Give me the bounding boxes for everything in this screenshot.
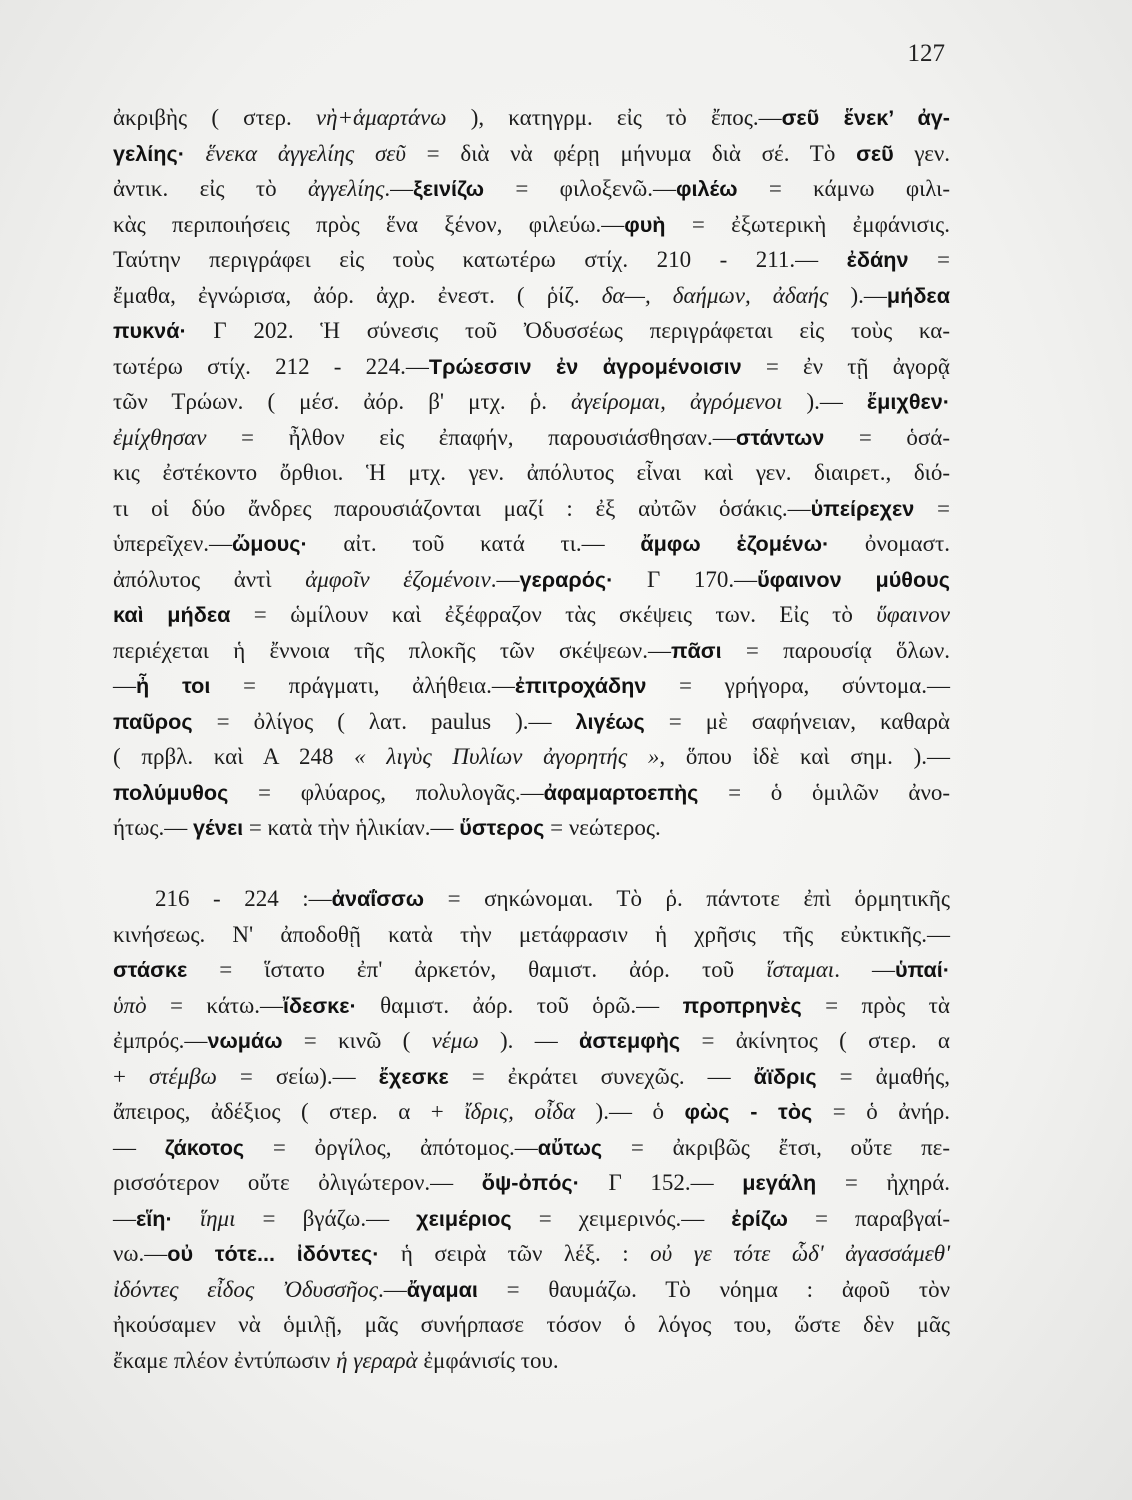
commentary-paragraph [113, 881, 950, 1378]
headword: ἄγαμαι [406, 1276, 478, 1302]
text-run: = ὁ ἀνήρ. [812, 1099, 950, 1124]
headword: ὤμους· [232, 531, 308, 556]
text-run: γεν. [893, 140, 951, 166]
headword: ἔμιχθεν· [866, 389, 950, 414]
text-run: = ἐξωτερικὴ ἐμφάνισις. [665, 211, 950, 237]
text-run: .— [378, 1276, 407, 1302]
text-run: = ἀμαθής, [816, 1063, 950, 1089]
headword: καὶ μήδεα [113, 602, 231, 627]
headword: ἄμφω ἑζομένω· [640, 531, 830, 556]
italic-text: ἀγγελίης [307, 176, 385, 201]
headword: πυκνά· [113, 318, 187, 343]
text-run: 216 - 224 :— [155, 886, 332, 911]
headword: ὄψ-ὀπός· [481, 1170, 580, 1195]
italic-text: νέμω [431, 1028, 479, 1053]
headword: ἄϊδρις [753, 1063, 817, 1089]
italic-text: ὕφαινον [876, 602, 950, 627]
headword: πολύμυθος [113, 779, 229, 805]
text-run: = σείω).— [216, 1063, 379, 1089]
text-run: τι οἱ δύο ἄνδρες παρουσιάζονται μαζί : ἐξ αὐτῶν ὁσάκις.— [113, 495, 811, 521]
text-run: = ὡμίλουν καὶ ἐξέφραζον τὰς σκέψεις των. Εἰς τὸ [230, 602, 877, 627]
italic-text: ἵσταμαι [766, 957, 835, 982]
text-run: Γ 170.— [613, 566, 758, 592]
headword: ἴδεσκε· [283, 992, 357, 1018]
headword: ἀναΐσσω [331, 886, 425, 911]
text-run: Γ 202. Ἡ σύνεσις τοῦ Ὀδυσσέως περιγράφεται εἰς τοὺς κα- [186, 318, 950, 343]
text-run: ).— [782, 389, 867, 414]
italic-text: ἕνεκα ἀγγελίης σεῦ [184, 140, 406, 166]
text-line [113, 349, 950, 385]
headword: γένει [193, 815, 244, 840]
text-line [113, 704, 950, 740]
italic-text: ἰδόντες εἶδος Ὀδυσσῆος [113, 1276, 379, 1302]
commentary-paragraph [113, 100, 950, 846]
headword: στάντων [735, 424, 825, 450]
headword: νωμάω [207, 1028, 283, 1053]
text-run: = ἀκριβῶς ἔτσι, οὔτε πε- [602, 1134, 950, 1160]
text-run: = ὁσά- [824, 424, 950, 450]
italic-text: ἵημι [172, 1205, 236, 1231]
text-line [113, 526, 950, 562]
text-run: ἔκαμε πλέον ἐντύπωσιν [113, 1347, 337, 1373]
headword: μήδεα [886, 282, 950, 308]
text-run: = κάτω.— [146, 992, 283, 1018]
text-line [113, 739, 950, 775]
text-run: κινήσεως. Ν' ἀποδοθῇ κατὰ τὴν μετάφρασιν ἡ χρῆσις τῆς εὐκτικῆς.— [113, 921, 950, 947]
text-line [113, 881, 950, 917]
text-run: = κινῶ ( [282, 1028, 432, 1053]
headword: λιγέως [575, 708, 645, 734]
headword: πᾶσι [670, 637, 722, 663]
text-line [113, 242, 950, 278]
text-run: = φλύαρος, πολυλογᾶς.— [228, 779, 544, 805]
text-run: αἰτ. τοῦ κατά τι.— [307, 531, 641, 556]
text-line [113, 597, 950, 633]
text-run: ( πρβλ. καὶ Α 248 [113, 744, 355, 769]
text-run: = ἐκράτει συνεχῶς. — [448, 1063, 754, 1089]
text-run: ἐμφάνισίς του. [417, 1347, 559, 1373]
headword: ἐπιτροχάδην [514, 673, 647, 698]
text-line [113, 491, 950, 527]
headword: προπρηνὲς [682, 992, 802, 1018]
text-run: = κάμνω φιλι- [737, 176, 950, 201]
commentary-text [113, 100, 950, 1378]
text-line [113, 1059, 950, 1095]
text-line [113, 313, 950, 349]
headword: γελίης· [113, 140, 185, 166]
text-run: = βγάζω.— [235, 1205, 417, 1231]
text-line [113, 1165, 950, 1201]
italic-text: « λιγὺς Πυλίων ἀγορητής » [354, 744, 660, 769]
text-run: .— [384, 176, 414, 201]
italic-text: νὴ+ἁμαρτάνω [315, 105, 447, 130]
text-line [113, 100, 950, 136]
text-line [113, 810, 950, 846]
text-run: — [113, 1205, 136, 1231]
headword: εἵη· [136, 1205, 173, 1231]
text-run: = νεώτερος. [544, 815, 661, 840]
text-run: = πράγματι, ἀλήθεια.— [210, 673, 515, 698]
text-run: = μὲ σαφήνειαν, καθαρὰ [644, 708, 950, 734]
headword: ἀστεμφὴς [579, 1028, 681, 1053]
text-run: = [914, 495, 950, 521]
headword: χειμέριος [416, 1205, 512, 1231]
text-run: ).— [828, 282, 887, 308]
text-run: = πρὸς τὰ [801, 992, 950, 1018]
headword: ἀφαμαρτοεπὴς [543, 779, 699, 805]
headword: στάσκε [113, 957, 188, 982]
text-run: ρισσότερον οὔτε ὀλιγώτερον.— [113, 1170, 482, 1195]
text-run: ήτως.— [113, 815, 194, 840]
text-run: , ὅπου ἰδὲ καὶ σημ. ).— [659, 744, 950, 769]
headword: παῦρος [113, 708, 193, 734]
text-run: — [113, 1134, 165, 1160]
headword: φὼς - τὸς [684, 1099, 813, 1124]
text-line [113, 1272, 950, 1308]
text-run: ).— ὁ [575, 1099, 685, 1124]
text-line [113, 1343, 950, 1379]
text-run: = παραβγαί- [787, 1205, 950, 1231]
text-line [113, 136, 950, 172]
italic-text: στέμβω [148, 1063, 217, 1089]
text-line [113, 1023, 950, 1059]
headword: ἦ τοι [136, 673, 211, 698]
headword: φιλέω [676, 176, 738, 201]
text-run: = ὀργίλος, ἀπότομος.— [244, 1134, 538, 1160]
headword: ἐρίζω [731, 1205, 788, 1231]
text-run: = ἠχηρά. [816, 1170, 951, 1195]
text-run: ἔμαθα, ἐγνώρισα, ἀόρ. ἀχρ. ἐνεστ. ( ῥίζ. [113, 282, 602, 308]
italic-text: οὐ γε τότε ὧδ' ἀγασσάμεθ' [650, 1241, 950, 1266]
text-line [113, 171, 950, 207]
italic-text: ἀγείρομαι, ἀγρόμενοι [571, 389, 783, 414]
text-line [113, 455, 950, 491]
headword: ὕφαινον μύθους [757, 566, 950, 592]
text-run: Ταύτην περιγράφει εἰς τοὺς κατωτέρω στίχ. 210 - 211.— [113, 247, 847, 272]
text-run: = γρήγορα, σύντομα.— [646, 673, 950, 698]
text-run: ἀπόλυτος ἀντὶ [113, 566, 306, 592]
text-line [113, 1201, 950, 1237]
text-line [113, 1307, 950, 1343]
headword: γεραρός· [519, 566, 614, 592]
text-line [113, 1130, 950, 1166]
headword: ὕστερος [459, 815, 545, 840]
text-run: περιέχεται ἡ ἔννοια τῆς πλοκῆς τῶν σκέψεων.— [113, 637, 671, 663]
text-line [113, 633, 950, 669]
headword: αὔτως [537, 1134, 603, 1160]
text-run: κὰς περιποιήσεις πρὸς ἕνα ξένον, φιλεύω.— [113, 211, 625, 237]
italic-text: ἴδρις, οἶδα [464, 1099, 576, 1124]
headword: οὐ τότε... ἰδόντες· [167, 1241, 380, 1266]
text-run: = ἀκίνητος ( στερ. α [680, 1028, 950, 1053]
text-run: ), κατηγρμ. εἰς τὸ ἔπος.— [446, 105, 782, 130]
text-run: — [113, 673, 136, 698]
text-run: ἐμπρός.— [113, 1028, 208, 1053]
text-line [113, 917, 950, 953]
text-run: θαμιστ. ἀόρ. τοῦ ὁρῶ.— [356, 992, 683, 1018]
text-run: νω.— [113, 1241, 168, 1266]
text-run: = ἵστατο ἐπ' ἀρκετόν, θαμιστ. ἀόρ. τοῦ [187, 957, 767, 982]
text-run: ἀντικ. εἰς τὸ [113, 176, 308, 201]
headword: ξεινίζω [413, 176, 484, 201]
headword: ζάκοτος [164, 1134, 245, 1160]
text-run: τῶν Τρώων. ( μέσ. ἀόρ. β' μτχ. ῥ. [113, 389, 572, 414]
headword: ὑπαί· [894, 957, 950, 982]
text-run: ἡ σειρὰ τῶν λέξ. : [379, 1241, 651, 1266]
italic-text: ἀμφοῖν ἑζομένοιν [305, 566, 491, 592]
text-run: = [908, 247, 950, 272]
headword: μεγάλη [742, 1170, 817, 1195]
text-run: = ἐν τῇ ἀγορᾷ [741, 353, 950, 379]
text-run: = διὰ νὰ φέρῃ μήνυμα διὰ σέ. Τὸ [405, 140, 857, 166]
text-line [113, 1094, 950, 1130]
italic-text: ἡ γεραρὰ [336, 1347, 418, 1373]
text-run: = ὀλίγος ( λατ. paulus ).— [192, 708, 576, 734]
text-run: ). — [478, 1028, 580, 1053]
text-line [113, 278, 950, 314]
text-run: ἀκριβὴς ( στερ. [113, 105, 316, 130]
page-number: 127 [907, 40, 945, 67]
text-run: = παρουσίᾳ ὅλων. [721, 637, 950, 663]
text-line [113, 952, 950, 988]
text-run: ἄπειρος, ἀδέξιος ( στερ. α + [113, 1099, 465, 1124]
italic-text: ὑπὸ [113, 992, 147, 1018]
text-line [113, 775, 950, 811]
text-line [113, 1236, 950, 1272]
text-run: = ἦλθον εἰς ἐπαφήν, παρουσιάσθησαν.— [206, 424, 736, 450]
headword: σεῦ ἕνεκ’ ἀγ- [781, 105, 950, 130]
text-line [113, 384, 950, 420]
italic-text: ἐμίχθησαν [113, 424, 207, 450]
text-run: ὀνομαστ. [829, 531, 950, 556]
text-run: τωτέρω στίχ. 212 - 224.— [113, 353, 429, 379]
text-run: = κατὰ τὴν ἡλικίαν.— [243, 815, 460, 840]
italic-text: δα—, δαήμων, ἀδαής [601, 282, 829, 308]
headword: σεῦ [856, 140, 894, 166]
text-run: κις ἐστέκοντο ὄρθιοι. Ἡ μτχ. γεν. ἀπόλυτος εἶναι καὶ γεν. διαιρετ., διό- [113, 460, 950, 485]
text-run: ὑπερεῖχεν.— [113, 531, 232, 556]
text-run: = σηκώνομαι. Τὸ ῥ. πάντοτε ἐπὶ ὁρμητικῆς [424, 886, 950, 911]
text-run: ἠκούσαμεν νὰ ὁμιλῇ, μᾶς συνήρπασε τόσον ὁ λόγος του, ὥστε δὲν μᾶς [113, 1312, 950, 1337]
text-run: = θαυμάζω. Τὸ νόημα : ἀφοῦ τὸν [477, 1276, 950, 1302]
text-line [113, 668, 950, 704]
headword: Τρώεσσιν ἐν ἀγρομένοισιν [428, 353, 742, 379]
text-run: = χειμερινός.— [511, 1205, 732, 1231]
headword: ἐδάην [846, 247, 909, 272]
text-line [113, 562, 950, 598]
text-run: = φιλοξενῶ.— [484, 176, 676, 201]
text-run: = ὁ ὁμιλῶν ἀνο- [698, 779, 950, 805]
text-line [113, 207, 950, 243]
headword: φυὴ [624, 211, 666, 237]
headword: ἔχεσκε [378, 1063, 449, 1089]
text-run: . — [834, 957, 895, 982]
text-run: .— [490, 566, 520, 592]
text-line [113, 420, 950, 456]
text-run: Γ 152.— [579, 1170, 743, 1195]
text-run: + [113, 1063, 149, 1089]
text-line [113, 988, 950, 1024]
headword: ὑπείρεχεν [810, 495, 915, 521]
